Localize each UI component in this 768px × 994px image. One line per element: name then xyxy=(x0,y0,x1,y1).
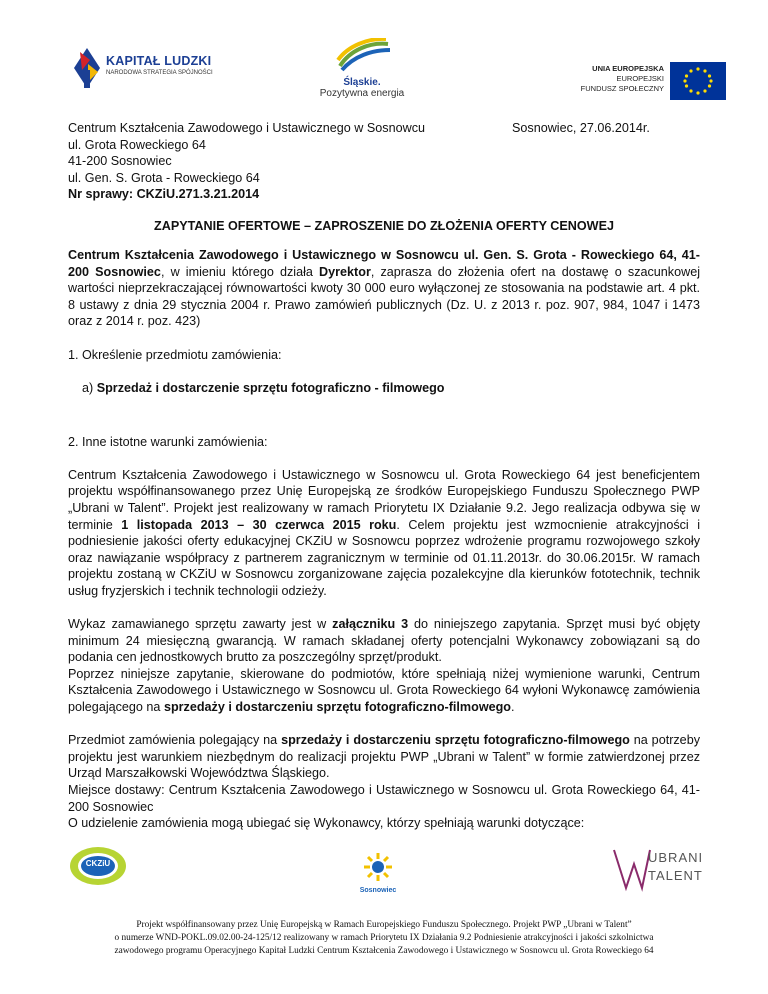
section1-item xyxy=(68,380,700,397)
talent-line2: TALENT xyxy=(648,868,703,883)
document-date: Sosnowiec, 27.06.2014r. xyxy=(512,121,650,135)
p1-dates: 1 listopada 2013 – 30 czerwca 2015 roku xyxy=(121,517,397,532)
address-line: ul. Grota Roweckiego 64 xyxy=(68,137,206,152)
section2-paragraph-3 xyxy=(68,666,700,716)
section2-paragraph-5: Miejsce dostawy: Centrum Kształcenia Zawodowego i Ustawicznego w Sosnowcu ul. Grota Roweckiego 64, 41-200 Sosnowiec xyxy=(68,783,700,814)
footer-line: Projekt współfinansowany przez Unię Europejską w Ramach Europejskiego Funduszu Społecznego. Projekt PWP „Ubrani w Talent” xyxy=(136,920,632,930)
eu-flag-icon xyxy=(670,62,726,100)
sosnowiec-emblem xyxy=(363,852,393,882)
ubrani-w-talent-logo xyxy=(612,846,704,892)
talent-line1: UBRANI xyxy=(648,850,704,865)
footer-line: o numerze WND-POKL.09.02.00-24-125/12 realizowany w ramach Priorytetu IX Działania 9.2 Podniesienie atrakcyjności i jakości szkolnictwa xyxy=(114,933,654,944)
section2-heading: 2. Inne istotne warunki zamówienia: xyxy=(68,434,268,449)
p1-text-2: . Celem projektu jest wzmocnienie atrakcyjności i podniesienie jakości oferty edukacyjnej CKZiU w Sosnowcu poprzez wdrożenie programu rozwojowego szkoły oraz nawiązanie współpracy z partnerem zagranicznym w terminie od 01.11.2013r. do 30.06.2015r. W ramach projektu zostaną w CKZiU w Sosnowcu zorganizowane zajęcia pozalekcyjne dla kierunków fototechnik, technik usług fryzjerskich i technik technologii odzieży. xyxy=(68,517,701,598)
item-text: Sprzedaż i dostarczenie sprzętu fotograficzno - filmowego xyxy=(96,380,445,395)
slaskie-name: Śląskie. xyxy=(343,77,381,88)
intro-text-2: , zaprasza do złożenia ofert na dostawę o szacunkowej wartości nieprzekraczającej równowartości kwoty 30 000 euro wyłączonej ze stosowania na podstawie art. 4 pkt. 8 ustawy z dnia 29 stycznia 2004 r. Prawo zamówień publicznych (Dz. U. z 2013 r. poz. 907, 984, 1047 i 1473 oraz z 2014 r. poz. 423) xyxy=(68,264,700,329)
p3-subject: sprzedaży i dostarczeniu sprzętu fotograficzno-filmowego xyxy=(163,700,512,715)
slaskie-emblem xyxy=(332,38,392,72)
ckziu-logo xyxy=(66,844,130,888)
p2-text-2: do niniejszego zapytania. Sprzęt musi być objęty minimum 24 miesięczną gwarancją. W ramach składanej oferty potencjalni Wykonawcy zobowiązani są do podania cen jednostkowych brutto za poszczególny sprzęt/produkt. xyxy=(68,617,700,665)
eu-line2: EUROPEJSKI xyxy=(616,74,664,83)
footer-line: zawodowego programu Operacyjnego Kapitał Ludzki Centrum Kształcenia Zawodowego i Ustawicznego w Sosnowcu ul. Grota Roweckiego 64 xyxy=(114,946,654,957)
kapital-ludzki-subtitle: NARODOWA STRATEGIA SPÓJNOŚCI xyxy=(106,70,213,76)
p4-text: Przedmiot zamówienia polegający na xyxy=(68,733,282,748)
sosnowiec-text: Sosnowiec xyxy=(359,887,397,894)
p2-attachment: załączniku 3 xyxy=(332,617,409,632)
eu-logo xyxy=(558,62,728,102)
p3-end: . xyxy=(511,700,515,715)
intro-director: Dyrektor xyxy=(319,264,371,279)
intro-text: , w imieniu którego działa xyxy=(160,264,320,279)
item-prefix: a) xyxy=(82,380,97,395)
document-body xyxy=(68,247,700,848)
section2-paragraph-2 xyxy=(68,616,700,666)
document-title: ZAPYTANIE OFERTOWE – ZAPROSZENIE DO ZŁOŻENIA OFERTY CENOWEJ xyxy=(154,219,614,233)
address-line: Centrum Kształcenia Zawodowego i Ustawicznego w Sosnowcu xyxy=(68,121,425,135)
sender-address xyxy=(68,120,488,203)
page-footer xyxy=(76,919,692,959)
kapital-ludzki-title: KAPITAŁ LUDZKI xyxy=(106,54,212,68)
eu-line1: UNIA EUROPEJSKA xyxy=(592,64,664,73)
address-line: ul. Gen. S. Grota - Roweckiego 64 xyxy=(68,170,260,185)
slaskie-logo xyxy=(314,38,410,104)
slaskie-tagline: Pozytywna energia xyxy=(319,88,405,99)
section1-heading: 1. Określenie przedmiotu zamówienia: xyxy=(68,347,282,362)
sosnowiec-logo xyxy=(352,852,404,896)
p4-subject: sprzedaży i dostarczeniu sprzętu fotograficzno-filmowego xyxy=(281,733,630,748)
case-number: Nr sprawy: CKZiU.271.3.21.2014 xyxy=(68,187,260,201)
address-line: 41-200 Sosnowiec xyxy=(68,154,172,168)
p1-text: Centrum Kształcenia Zawodowego i Ustawicznego w Sosnowcu ul. Grota Roweckiego 64 jest beneficjentem projektu współfinansowanego przez Unię Europejską ze środków Europejskiego Funduszu Społecznego PWP „Ubrani w Talent”. Projekt jest realizowany w ramach Priorytetu IX Działanie 9.2. Jego realizacja odbywa się w terminie xyxy=(68,467,700,532)
eu-line3: FUNDUSZ SPOŁECZNY xyxy=(580,84,664,93)
p3-text: Poprzez niniejsze zapytanie, skierowane do podmiotów, które spełniają niżej wymienione warunki, Centrum Kształcenia Zawodowego i Ustawicznego w Sosnowcu ul. Grota Roweckiego 64 wyłoni Wykonawcę zamówienia polegającego na xyxy=(68,666,700,715)
p2-text: Wykaz zamawianego sprzętu zawarty jest w xyxy=(68,617,333,632)
ckziu-text: CKZiU xyxy=(85,859,111,868)
intro-bold: Centrum Kształcenia Zawodowego i Ustawicznego w Sosnowcu ul. Gen. S. Grota - Roweckiego 64, 41-200 Sosnowiec xyxy=(68,248,700,279)
intro-paragraph xyxy=(68,247,700,330)
talent-emblem xyxy=(612,846,652,892)
section2-paragraph-4 xyxy=(68,732,700,782)
section2-paragraph-1 xyxy=(68,467,700,600)
kapital-ludzki-logo xyxy=(68,42,228,100)
p4-text-2: na potrzeby projektu jest warunkiem niezbędnym do realizacji projektu PWP „Ubrani w Talent” w formie zatwierdzonej przez Urząd Marszałkowski Województwa Śląskiego. xyxy=(68,733,700,781)
section2-paragraph-6: O udzielenie zamówienia mogą ubiegać się Wykonawcy, którzy spełniają warunki dotyczące: xyxy=(68,816,585,831)
